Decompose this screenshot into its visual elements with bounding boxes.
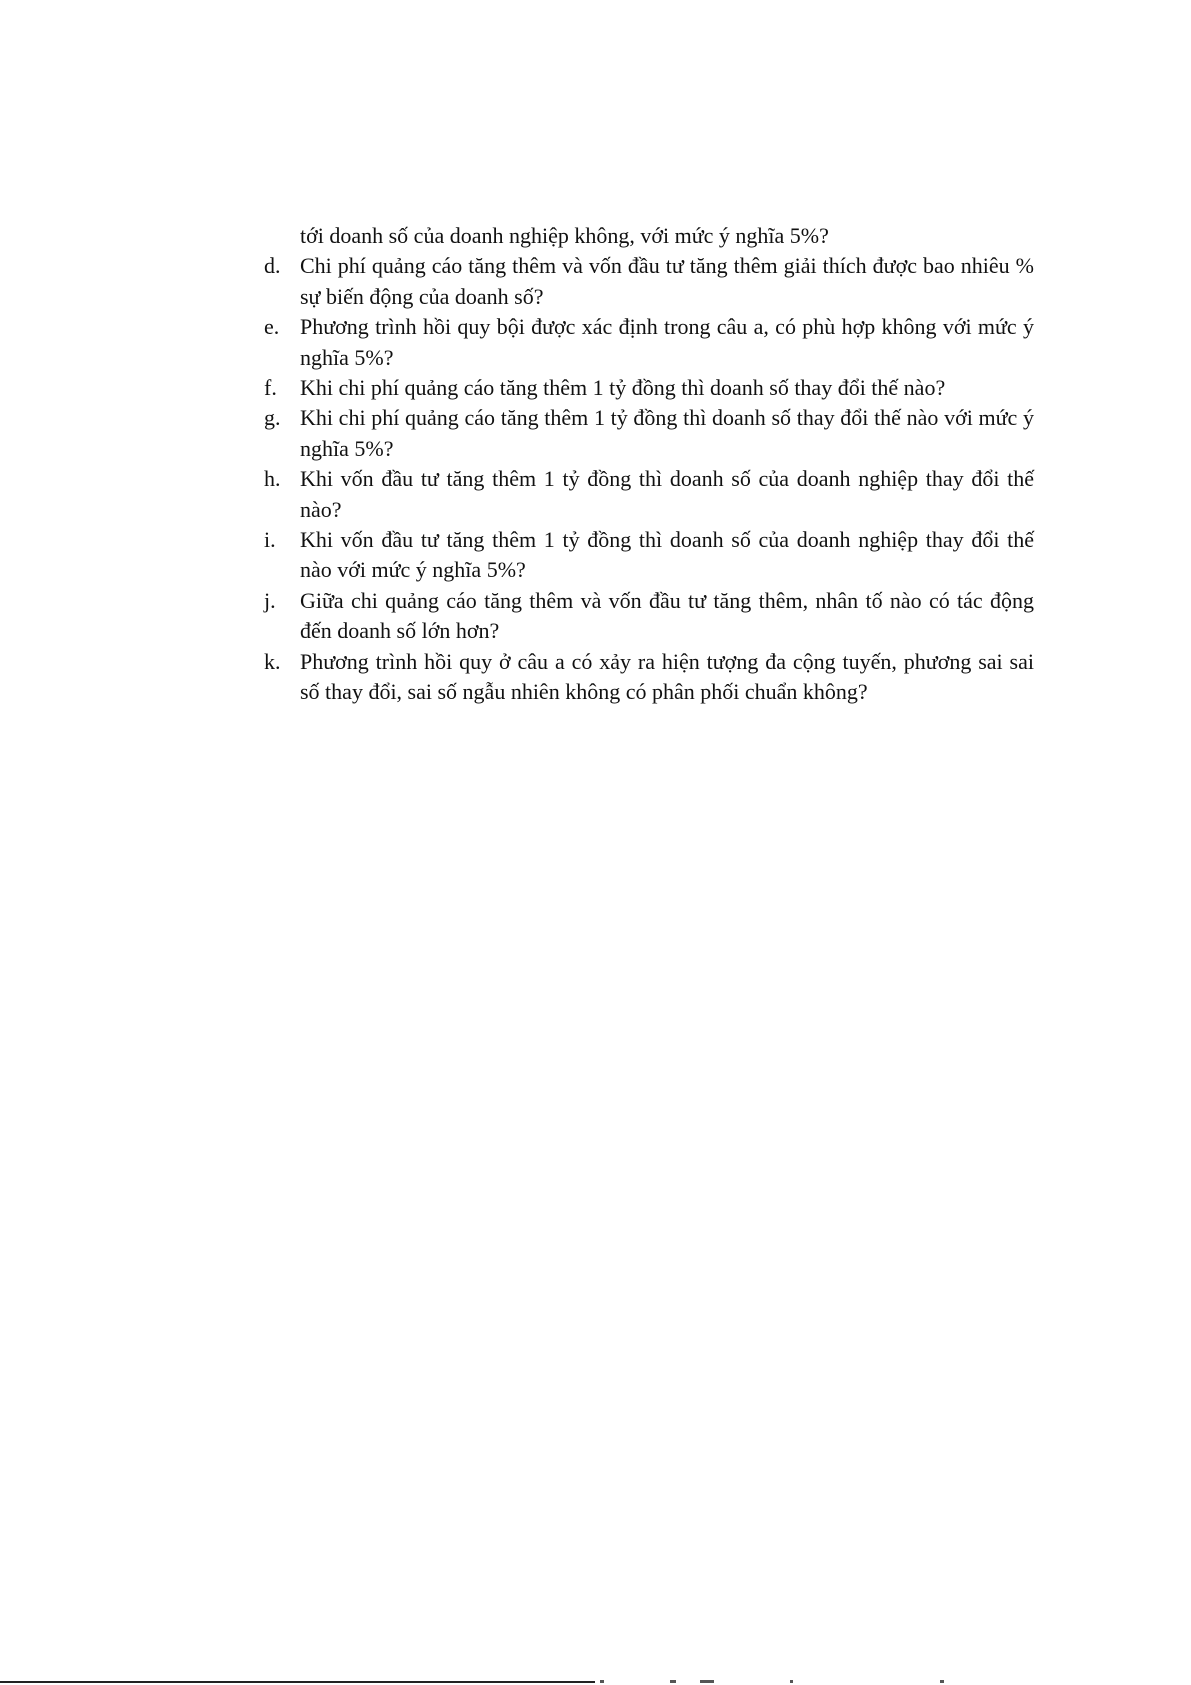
question-item-h xyxy=(264,464,1034,525)
footer-fragment xyxy=(790,1680,793,1683)
question-marker: h. xyxy=(264,466,281,492)
question-marker: g. xyxy=(264,405,281,431)
question-text: Khi chi phí quảng cáo tăng thêm 1 tỷ đồng thì doanh số thay đổi thế nào với mức ý nghĩa 5%? xyxy=(300,405,1034,461)
question-text: Chi phí quảng cáo tăng thêm và vốn đầu tư tăng thêm giải thích được bao nhiêu % sự biến động của doanh số? xyxy=(300,253,1034,309)
question-item-j xyxy=(264,586,1034,647)
question-list xyxy=(264,221,1034,708)
continuation-line: tới doanh số của doanh nghiệp không, với mức ý nghĩa 5%? xyxy=(300,223,829,248)
cut-off-footer-fragments xyxy=(600,1678,960,1685)
question-marker: e. xyxy=(264,314,280,340)
question-marker: f. xyxy=(264,375,277,401)
question-item-f xyxy=(264,373,1034,403)
footer-fragment xyxy=(940,1680,944,1683)
question-text: Khi chi phí quảng cáo tăng thêm 1 tỷ đồng thì doanh số thay đổi thế nào? xyxy=(300,375,946,401)
question-marker: j. xyxy=(264,587,276,613)
footer-fragment xyxy=(600,1680,604,1683)
question-text: Giữa chi quảng cáo tăng thêm và vốn đầu tư tăng thêm, nhân tố nào có tác động đến doanh số lớn hơn? xyxy=(300,587,1034,644)
footer-fragment xyxy=(670,1680,676,1683)
question-item-e xyxy=(264,312,1034,373)
question-marker: k. xyxy=(264,648,281,674)
question-item-d xyxy=(264,251,1034,312)
question-item-k xyxy=(264,647,1034,708)
question-marker: d. xyxy=(264,253,281,279)
question-text: Phương trình hồi quy bội được xác định trong câu a, có phù hợp không với mức ý nghĩa 5%? xyxy=(300,314,1034,370)
question-text: Khi vốn đầu tư tăng thêm 1 tỷ đồng thì doanh số của doanh nghiệp thay đổi thế nào với mức ý nghĩa 5%? xyxy=(300,527,1034,583)
bottom-rule xyxy=(0,1681,595,1683)
question-text: Phương trình hồi quy ở câu a có xảy ra hiện tượng đa cộng tuyến, phương sai sai số thay đổi, sai số ngẫu nhiên không có phân phối chuẩn không? xyxy=(300,648,1034,705)
question-item-g xyxy=(264,403,1034,464)
footer-fragment xyxy=(700,1680,714,1683)
question-text: Khi vốn đầu tư tăng thêm 1 tỷ đồng thì doanh số của doanh nghiệp thay đổi thế nào? xyxy=(300,466,1034,522)
question-item-i xyxy=(264,525,1034,586)
question-marker: i. xyxy=(264,527,276,553)
